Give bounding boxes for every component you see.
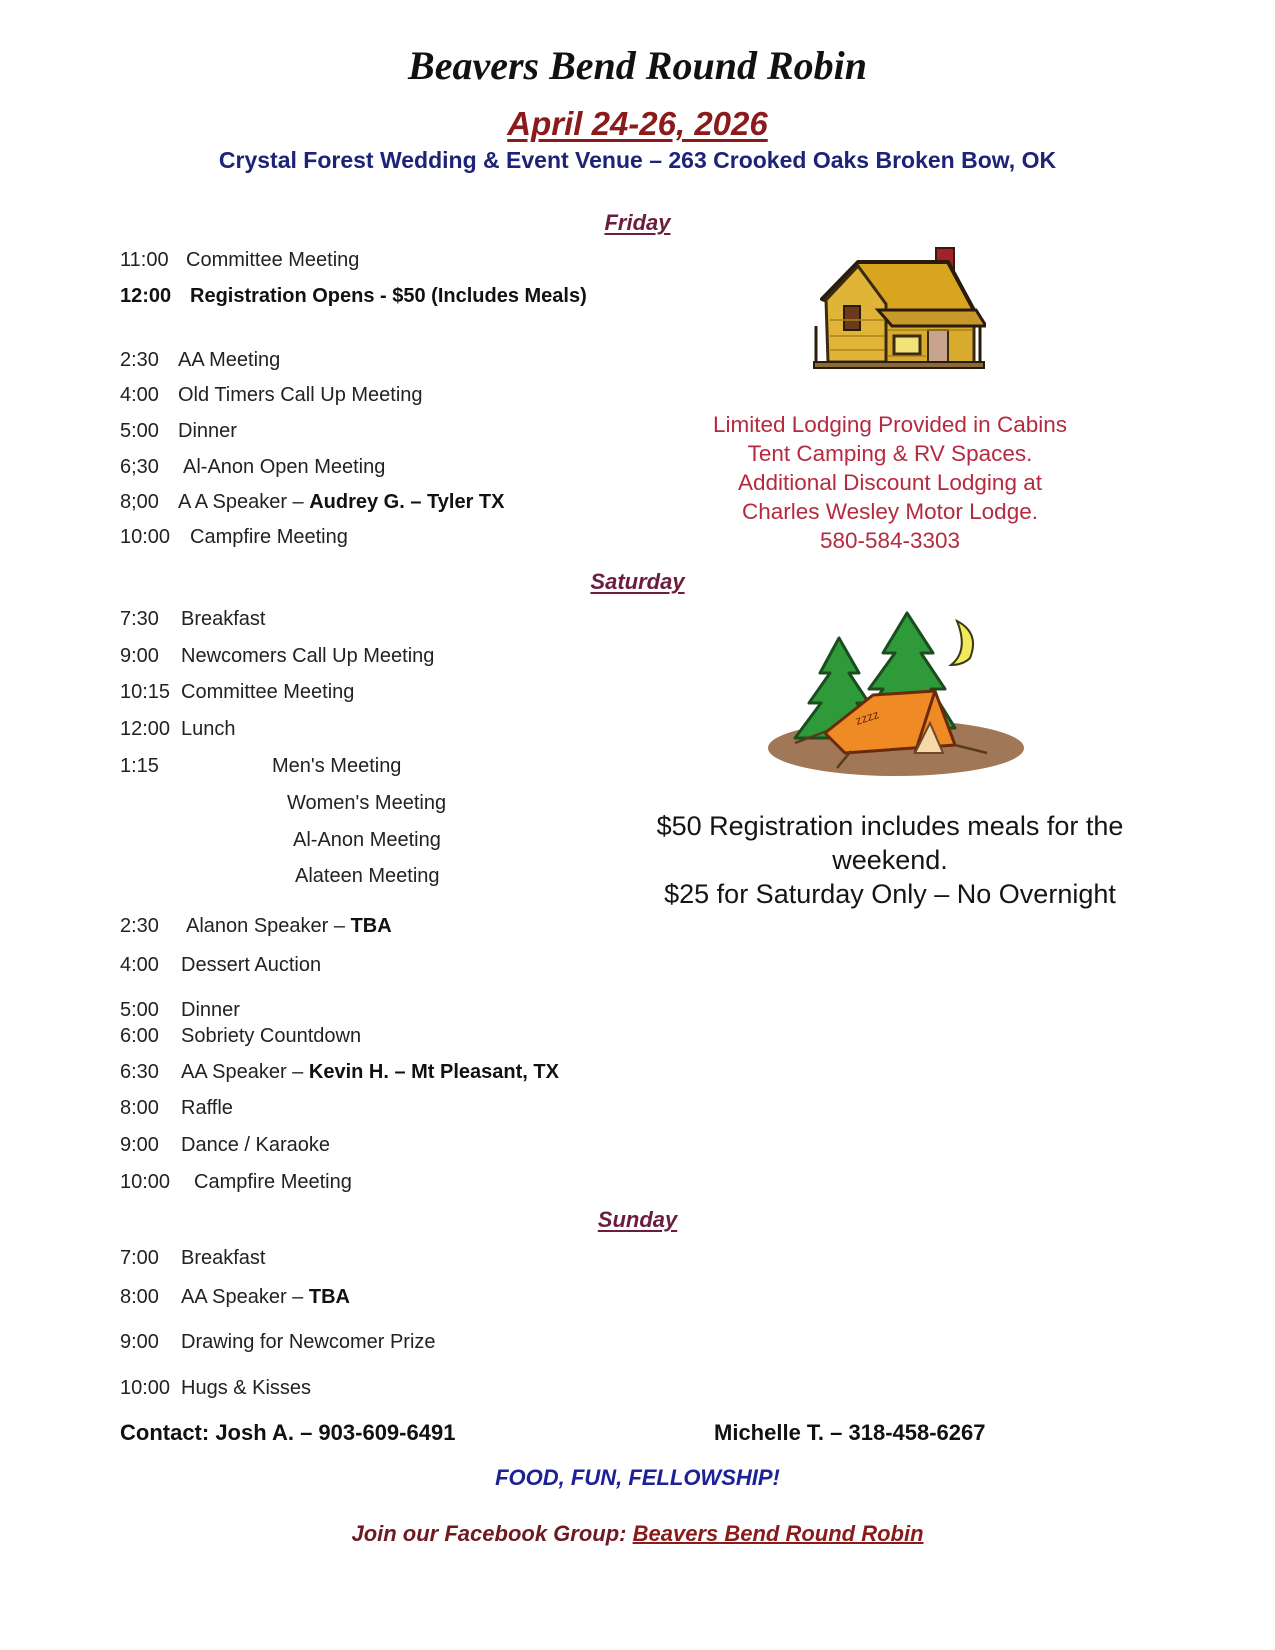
row-event: Breakfast bbox=[181, 608, 266, 630]
cabin-window bbox=[894, 336, 920, 354]
saturday-only-price: $25 for Saturday Only – No Overnight bbox=[664, 879, 1116, 909]
row-event: Women's Meeting bbox=[287, 792, 447, 814]
schedule-row bbox=[120, 755, 401, 778]
registration-line: $50 Registration includes meals for the bbox=[656, 811, 1124, 841]
speaker-name: Kevin H. – Mt Pleasant, TX bbox=[308, 1061, 559, 1083]
row-time: 12:00 bbox=[120, 718, 171, 740]
row-event: AA Speaker – bbox=[181, 1286, 304, 1308]
row-time: 7:00 bbox=[120, 1247, 159, 1269]
row-event: Hugs & Kisses bbox=[181, 1377, 312, 1399]
facebook-prefix: Join our Facebook Group: bbox=[351, 1521, 627, 1546]
row-time: 9:00 bbox=[120, 1331, 159, 1353]
venue-address: Crystal Forest Wedding & Event Venue – 263 Crooked Oaks Broken Bow, OK bbox=[218, 147, 1057, 173]
schedule-row bbox=[120, 1377, 311, 1400]
contact-secondary: Michelle T. – 318-458-6267 bbox=[714, 1420, 986, 1445]
row-time: 9:00 bbox=[120, 1134, 159, 1156]
row-time: 8:00 bbox=[120, 1097, 159, 1119]
schedule-row bbox=[120, 1025, 361, 1048]
lodging-phone: 580-584-3303 bbox=[819, 528, 961, 553]
lodging-line: Charles Wesley Motor Lodge. bbox=[742, 499, 1038, 524]
event-dates bbox=[0, 105, 1275, 143]
schedule-row bbox=[120, 456, 385, 479]
sleeping-zzz: zzzz bbox=[853, 707, 881, 728]
row-time: 10:00 bbox=[120, 1377, 171, 1399]
row-event: Al-Anon Open Meeting bbox=[183, 456, 386, 478]
schedule-row bbox=[120, 1171, 352, 1194]
row-time: 7:30 bbox=[120, 608, 159, 630]
row-event: AA Meeting bbox=[178, 349, 281, 371]
row-event: Alanon Speaker – bbox=[186, 915, 346, 937]
schedule-row bbox=[120, 718, 236, 741]
contact-primary: Contact: Josh A. – 903-609-6491 bbox=[120, 1420, 456, 1445]
row-time: 1:15 bbox=[120, 755, 159, 777]
row-event: Al-Anon Meeting bbox=[293, 829, 441, 851]
row-event: Dessert Auction bbox=[181, 954, 322, 976]
day-heading-saturday bbox=[0, 569, 1275, 595]
lodging-info bbox=[655, 410, 1125, 555]
row-event: Sobriety Countdown bbox=[181, 1025, 362, 1047]
facebook-group-line bbox=[0, 1521, 1275, 1547]
schedule-row bbox=[120, 1134, 330, 1157]
row-event: A A Speaker – bbox=[178, 491, 304, 513]
row-time: 9:00 bbox=[120, 645, 159, 667]
row-event: Alateen Meeting bbox=[295, 865, 440, 887]
schedule-row bbox=[120, 285, 587, 308]
schedule-row bbox=[120, 491, 504, 514]
day-heading-sunday bbox=[0, 1207, 1275, 1233]
row-event: AA Speaker – bbox=[181, 1061, 304, 1083]
schedule-row bbox=[120, 954, 321, 977]
schedule-row bbox=[120, 1286, 350, 1309]
schedule-row bbox=[120, 608, 265, 631]
day-heading-friday bbox=[0, 210, 1275, 236]
schedule-row bbox=[120, 526, 348, 549]
schedule-row bbox=[120, 1097, 233, 1120]
row-event: Campfire Meeting bbox=[190, 526, 348, 548]
schedule-row bbox=[120, 420, 237, 443]
row-time: 6:00 bbox=[120, 1025, 159, 1047]
row-time: 4:00 bbox=[120, 954, 159, 976]
schedule-row bbox=[120, 645, 434, 668]
porch-roof bbox=[878, 310, 986, 326]
row-time: 5:00 bbox=[120, 420, 159, 442]
slogan: FOOD, FUN, FELLOWSHIP! bbox=[495, 1465, 780, 1490]
row-time: 6;30 bbox=[120, 456, 159, 478]
row-time: 10:00 bbox=[120, 526, 171, 548]
tent-campsite-icon bbox=[765, 603, 1027, 778]
row-time: 2:30 bbox=[120, 349, 159, 371]
row-time: 8;00 bbox=[120, 491, 159, 513]
row-time: 8:00 bbox=[120, 1286, 159, 1308]
cabin-door bbox=[928, 330, 948, 362]
cabin-icon bbox=[808, 244, 986, 379]
row-event: Campfire Meeting bbox=[194, 1171, 352, 1193]
schedule-row bbox=[120, 384, 423, 407]
row-event: Drawing for Newcomer Prize bbox=[181, 1331, 436, 1353]
row-time: 10:15 bbox=[120, 681, 171, 703]
row-event: Committee Meeting bbox=[181, 681, 355, 703]
row-event: Breakfast bbox=[181, 1247, 266, 1269]
row-time: 10:00 bbox=[120, 1171, 171, 1193]
row-event: Newcomers Call Up Meeting bbox=[181, 645, 435, 667]
schedule-row bbox=[120, 999, 240, 1022]
lodging-line: Limited Lodging Provided in Cabins bbox=[713, 412, 1067, 437]
row-event: Committee Meeting bbox=[186, 249, 360, 271]
schedule-row bbox=[120, 349, 280, 372]
row-event: Dinner bbox=[178, 420, 237, 442]
speaker-name: Audrey G. – Tyler TX bbox=[309, 491, 505, 513]
schedule-row bbox=[120, 1247, 265, 1270]
schedule-row bbox=[120, 249, 359, 272]
day-heading-saturday-text: Saturday bbox=[590, 569, 685, 594]
row-time: 12:00 bbox=[120, 285, 172, 307]
cabin-window bbox=[844, 306, 860, 330]
speaker-name: TBA bbox=[350, 915, 392, 937]
schedule-row bbox=[293, 829, 441, 852]
row-time: 5:00 bbox=[120, 999, 159, 1021]
row-event: Registration Opens - $50 (Includes Meals) bbox=[190, 285, 587, 307]
flyer-title: Beavers Bend Round Robin bbox=[408, 43, 867, 88]
registration-info bbox=[625, 809, 1155, 911]
row-time: 11:00 bbox=[120, 249, 169, 271]
schedule-row bbox=[120, 681, 354, 704]
registration-line: weekend. bbox=[832, 845, 948, 875]
row-event: Dinner bbox=[181, 999, 240, 1021]
row-event: Old Timers Call Up Meeting bbox=[178, 384, 423, 406]
day-heading-sunday-text: Sunday bbox=[597, 1207, 678, 1232]
speaker-name: TBA bbox=[308, 1286, 350, 1308]
event-dates-text: April 24-26, 2026 bbox=[507, 105, 768, 142]
moon bbox=[951, 621, 973, 665]
schedule-row bbox=[120, 1061, 559, 1084]
lodging-line: Tent Camping & RV Spaces. bbox=[747, 441, 1033, 466]
row-time: 2:30 bbox=[120, 915, 159, 937]
row-time: 4:00 bbox=[120, 384, 159, 406]
schedule-row bbox=[295, 865, 440, 888]
schedule-row bbox=[287, 792, 446, 815]
porch-floor bbox=[814, 362, 984, 368]
facebook-group-link[interactable]: Beavers Bend Round Robin bbox=[632, 1521, 924, 1546]
schedule-row bbox=[120, 1331, 436, 1354]
schedule-row bbox=[120, 915, 392, 938]
row-time: 6:30 bbox=[120, 1061, 159, 1083]
row-event: Dance / Karaoke bbox=[181, 1134, 330, 1156]
lodging-line: Additional Discount Lodging at bbox=[738, 470, 1042, 495]
day-heading-friday-text: Friday bbox=[604, 210, 671, 235]
row-event: Raffle bbox=[181, 1097, 233, 1119]
row-event: Lunch bbox=[181, 718, 236, 740]
row-event: Men's Meeting bbox=[272, 755, 402, 777]
